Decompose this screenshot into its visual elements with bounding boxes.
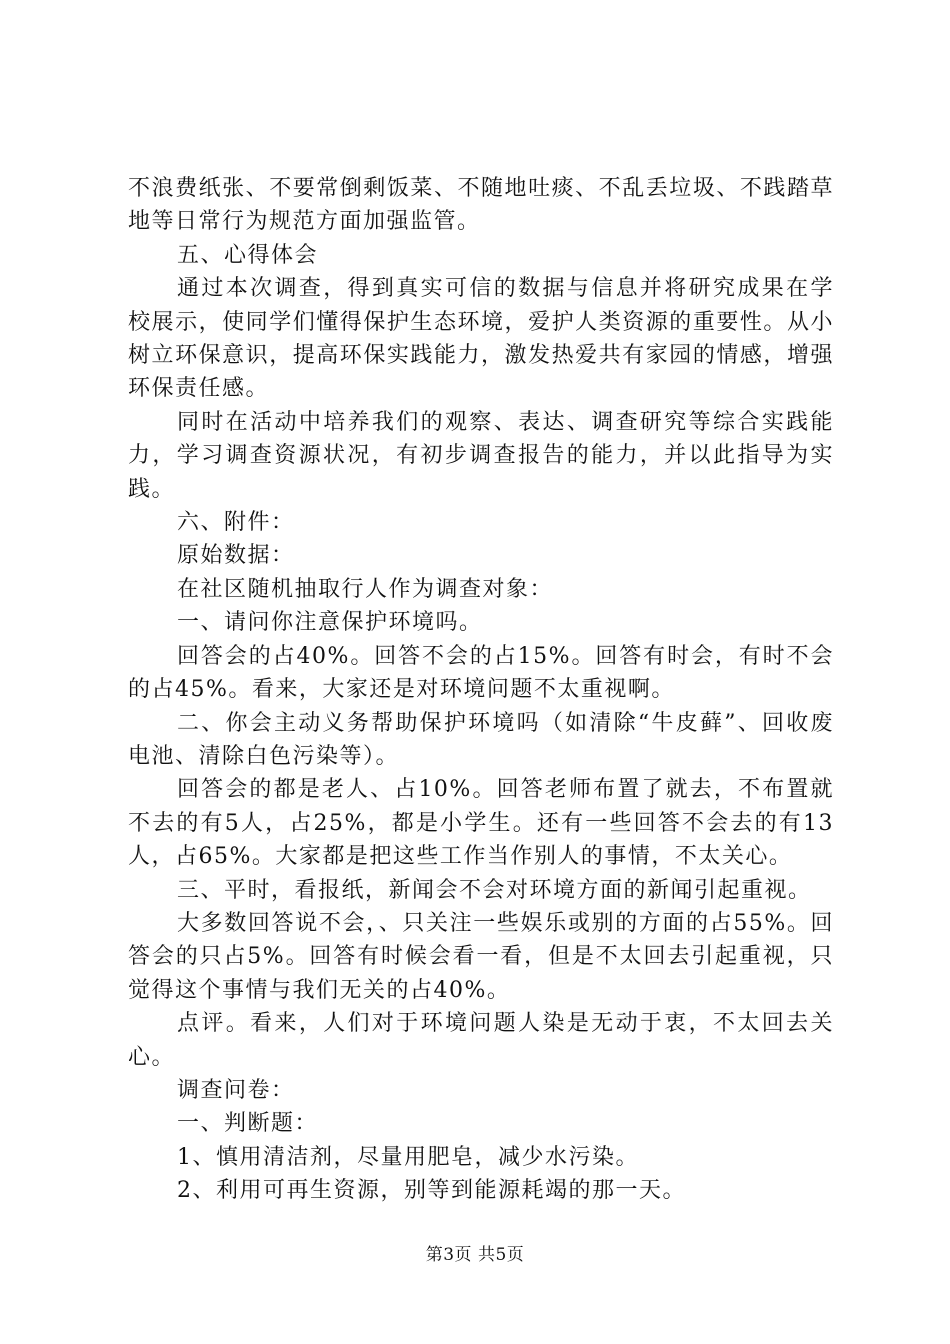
survey-question: 一、请问你注意保护环境吗。	[177, 610, 483, 636]
page-number: 第3页 共5页	[425, 1245, 525, 1265]
survey-answer: 大多数回答说不会，、只关注一些娱乐或别的方面的占55%。回答会的只占5%。回答有时候会看一看，但是不太回去引起重视，只觉得这个事情与我们无关的占40%。	[128, 910, 834, 1003]
subheading: 调查问卷：	[177, 1077, 295, 1103]
paragraph: 在社区随机抽取行人作为调查对象：	[177, 576, 554, 602]
paragraph: 不浪费纸张、不要常倒剩饭菜、不随地吐痰、不乱丢垃圾、不践踏草地等日常行为规范方面加强监管。	[128, 176, 834, 235]
survey-question: 二、你会主动义务帮助保护环境吗（如清除“牛皮藓”、回收废电池、清除白色污染等）。	[128, 710, 834, 769]
paragraph: 通过本次调查，得到真实可信的数据与信息并将研究成果在学校展示，使同学们懂得保护生态环境，爱护人类资源的重要性。从小树立环保意识，提高环保实践能力，激发热爱共有家园的情感，增强环保责任感。	[128, 276, 834, 402]
survey-answer: 回答会的占40%。回答不会的占15%。回答有时会，有时不会的占45%。看来，大家还是对环境问题不太重视啊。	[128, 643, 834, 703]
subheading: 原始数据：	[177, 543, 295, 569]
subheading: 一、判断题：	[177, 1111, 319, 1137]
paragraph: 同时在活动中培养我们的观察、表达、调查研究等综合实践能力，学习调查资源状况，有初步调查报告的能力，并以此指导为实践。	[128, 409, 834, 502]
survey-answer: 回答会的都是老人、占10%。回答老师布置了就去，不布置就不去的有5人，占25%，都是小学生。还有一些回答不会去的有13人，占65%。大家都是把这些工作当作别人的事情，不太关心。	[128, 777, 834, 870]
document-body	[128, 172, 834, 1208]
section-heading: 五、心得体会	[177, 242, 319, 268]
list-item: 2、利用可再生资源，别等到能源耗竭的那一天。	[177, 1178, 686, 1204]
survey-question: 三、平时，看报纸，新闻会不会对环境方面的新闻引起重视。	[177, 877, 812, 903]
list-item: 1、慎用清洁剂，尽量用肥皂，减少水污染。	[177, 1144, 639, 1170]
section-heading: 六、附件：	[177, 510, 295, 536]
comment: 点评。看来，人们对于环境问题人染是无动于衷，不太回去关心。	[128, 1011, 834, 1070]
